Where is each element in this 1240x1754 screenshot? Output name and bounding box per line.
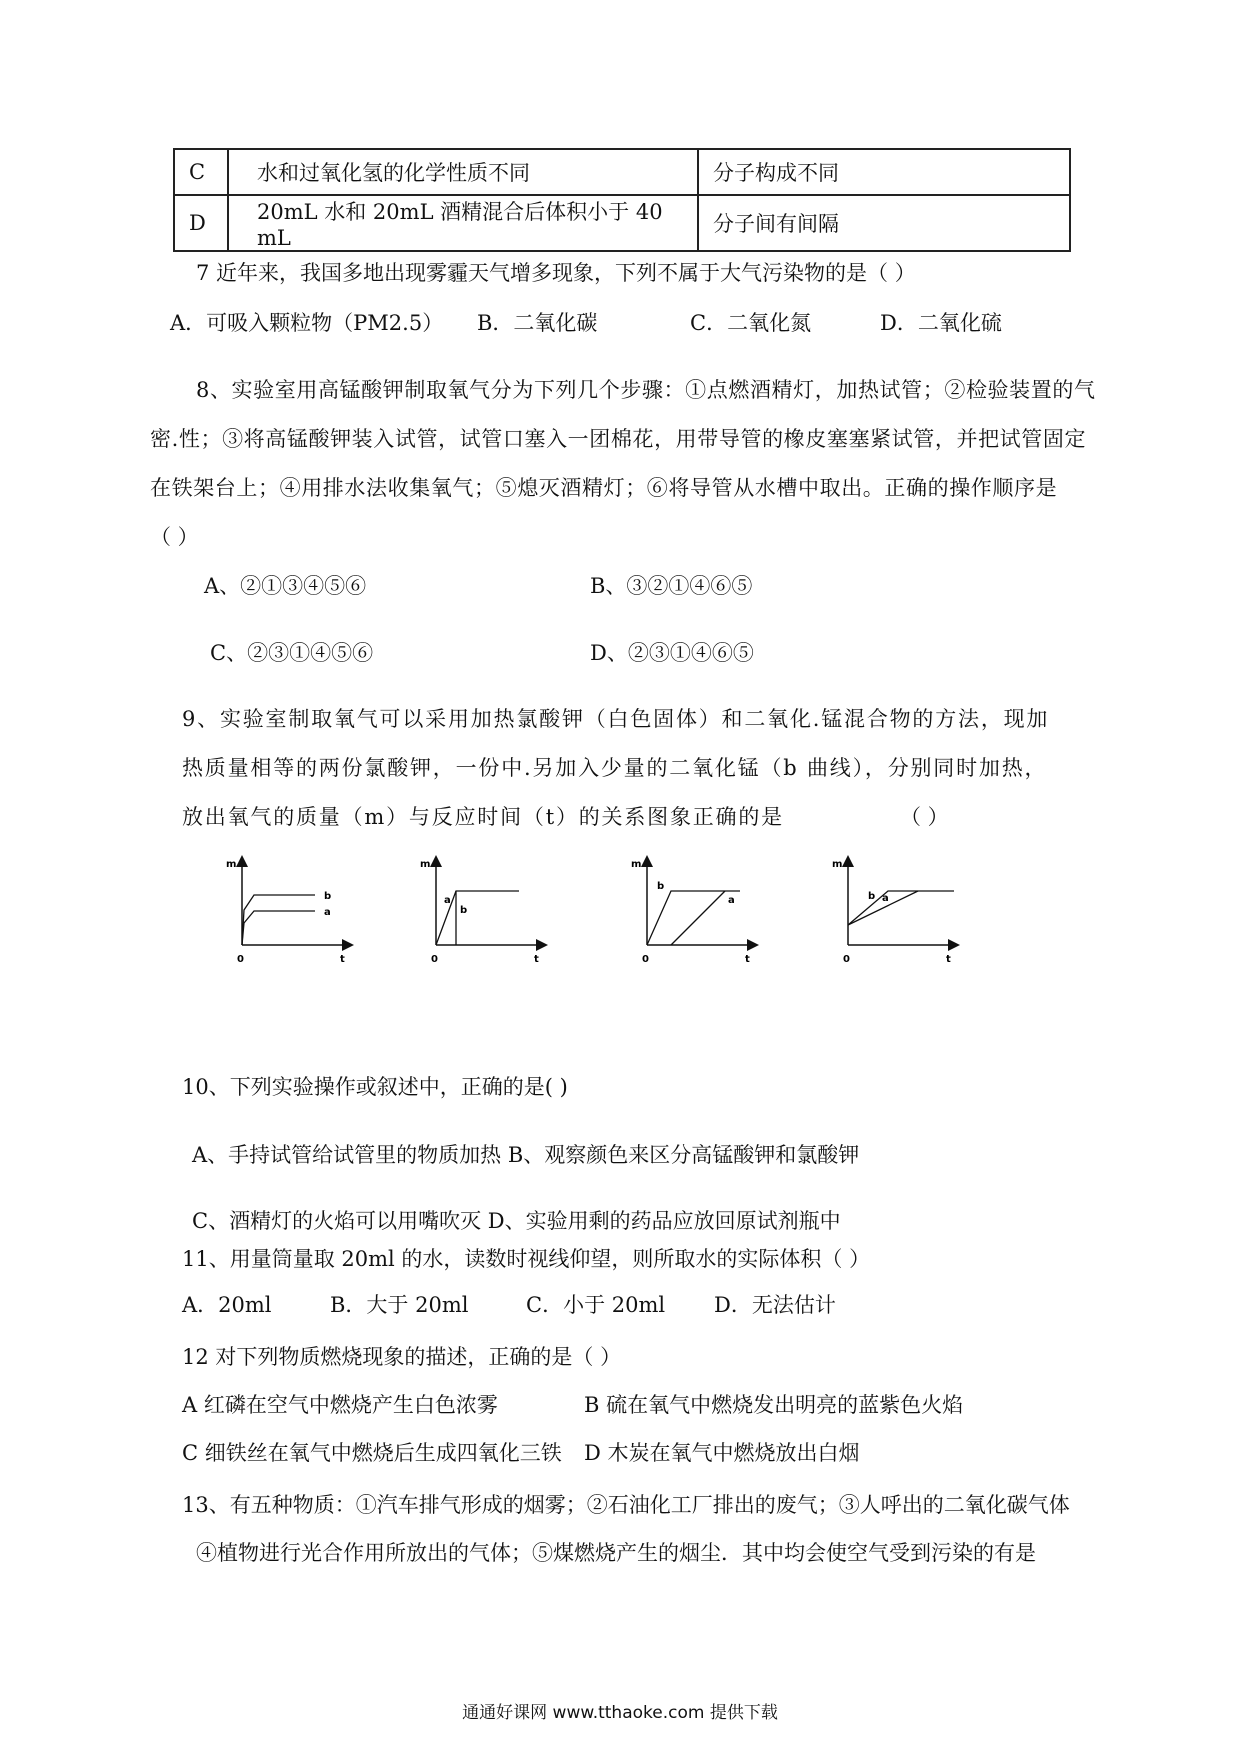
q8-option-d: D、②③①④⑥⑤ [590,641,754,665]
y-label: m [832,859,843,870]
label-a: a [728,895,735,906]
q10-stem: 10、下列实验操作或叙述中，正确的是( ) [182,1075,568,1099]
label-a: a [324,907,331,918]
label-a: a [882,893,889,904]
q13-line-1: 13、有五种物质：①汽车排气形成的烟雾；②石油化工厂排出的废气；③人呼出的二氧化碳气体 [182,1493,1070,1517]
q8-line-3: 在铁架台上；④用排水法收集氧气；⑤熄灭酒精灯；⑥将导管从水槽中取出。正确的操作顺序是 [150,476,1058,500]
q7-option-a: A．可吸入颗粒物（PM2.5） [170,311,444,335]
origin-label: 0 [843,954,850,965]
label-b: b [460,905,468,916]
graph-option-c [625,855,775,970]
footer-download-note: 通通好课网 www.tthaoke.com 提供下载 [462,1703,778,1723]
curve-a [671,891,725,945]
q11-stem: 11、用量筒量取 20ml 的水，读数时视线仰望，则所取水的实际体积（ ） [182,1247,871,1271]
row-label: D [174,195,228,251]
row-fact: 水和过氧化氢的化学性质不同 [228,149,698,195]
q11-option-d: D．无法估计 [714,1293,836,1317]
row-label: C [174,149,228,195]
graph-option-d [826,855,976,970]
q8-line-2: 密.性；③将高锰酸钾装入试管，试管口塞入一团棉花，用带导管的橡皮塞塞紧试管，并把试管固定 [150,427,1087,451]
q12-option-d: D 木炭在氧气中燃烧放出白烟 [584,1441,860,1465]
q7-stem: 7 近年来，我国多地出现雾霾天气增多现象，下列不属于大气污染物的是（ ） [196,261,916,285]
q7-option-b: B．二氧化碳 [477,311,598,335]
q8-line-1: 8、实验室用高锰酸钾制取氧气分为下列几个步骤：①点燃酒精灯，加热试管；②检验装置的气 [196,378,1096,402]
q13-line-2: ④植物进行光合作用所放出的气体；⑤煤燃烧产生的烟尘．其中均会使空气受到污染的有是 [196,1541,1036,1565]
q11-option-c: C．小于 20ml [526,1293,666,1317]
q11-option-b: B．大于 20ml [330,1293,469,1317]
graph-option-b [414,855,564,970]
q12-option-b: B 硫在氧气中燃烧发出明亮的蓝紫色火焰 [584,1393,964,1417]
label-b: b [657,881,665,892]
q12-option-c: C 细铁丝在氧气中燃烧后生成四氧化三铁 [182,1441,562,1465]
table-row [174,149,1070,195]
q12-option-a: A 红磷在空气中燃烧产生白色浓雾 [182,1393,498,1417]
label-b: b [868,891,876,902]
q7-option-c: C．二氧化氮 [690,311,812,335]
q10-options-cd: C、酒精灯的火焰可以用嘴吹灭 D、实验用剩的药品应放回原试剂瓶中 [192,1209,841,1233]
q8-option-b: B、③②①④⑥⑤ [590,574,753,598]
q11-option-a: A．20ml [182,1293,272,1317]
q9-line-3: 放出氧气的质量（m）与反应时间（t）的关系图象正确的是 [182,805,784,829]
label-b: b [324,891,332,902]
comparison-table [173,148,1071,252]
q9-line-2: 热质量相等的两份氯酸钾，一份中.另加入少量的二氧化锰（b 曲线），分别同时加热， [182,756,1048,780]
label-a: a [444,895,451,906]
y-label: m [226,859,237,870]
row-reason: 分子间有间隔 [698,195,1070,251]
table-row [174,195,1070,251]
x-label: t [946,954,951,965]
graph-option-a [220,855,370,970]
q9-line-3-blank: （ ） [900,805,949,829]
curve-b [647,891,740,945]
curve-b [242,895,315,945]
curve-b [848,891,954,925]
q8-line-4: （ ） [150,525,199,549]
q8-option-a: A、②①③④⑤⑥ [204,574,367,598]
x-label: t [340,954,345,965]
q10-options-ab: A、手持试管给试管里的物质加热 B、观察颜色来区分高锰酸钾和氯酸钾 [192,1143,860,1167]
x-label: t [534,954,539,965]
q12-stem: 12 对下列物质燃烧现象的描述，正确的是（ ） [182,1345,622,1369]
origin-label: 0 [431,954,438,965]
row-reason: 分子构成不同 [698,149,1070,195]
y-label: m [420,859,431,870]
x-label: t [745,954,750,965]
origin-label: 0 [642,954,649,965]
q7-option-d: D．二氧化硫 [880,311,1002,335]
q8-option-c: C、②③①④⑤⑥ [210,641,374,665]
curve-a [242,911,315,945]
y-label: m [631,859,642,870]
row-fact: 20mL 水和 20mL 酒精混合后体积小于 40 mL [228,195,698,251]
origin-label: 0 [237,954,244,965]
q9-line-1: 9、实验室制取氧气可以采用加热氯酸钾（白色固体）和二氧化.锰混合物的方法，现加 [182,707,1050,731]
